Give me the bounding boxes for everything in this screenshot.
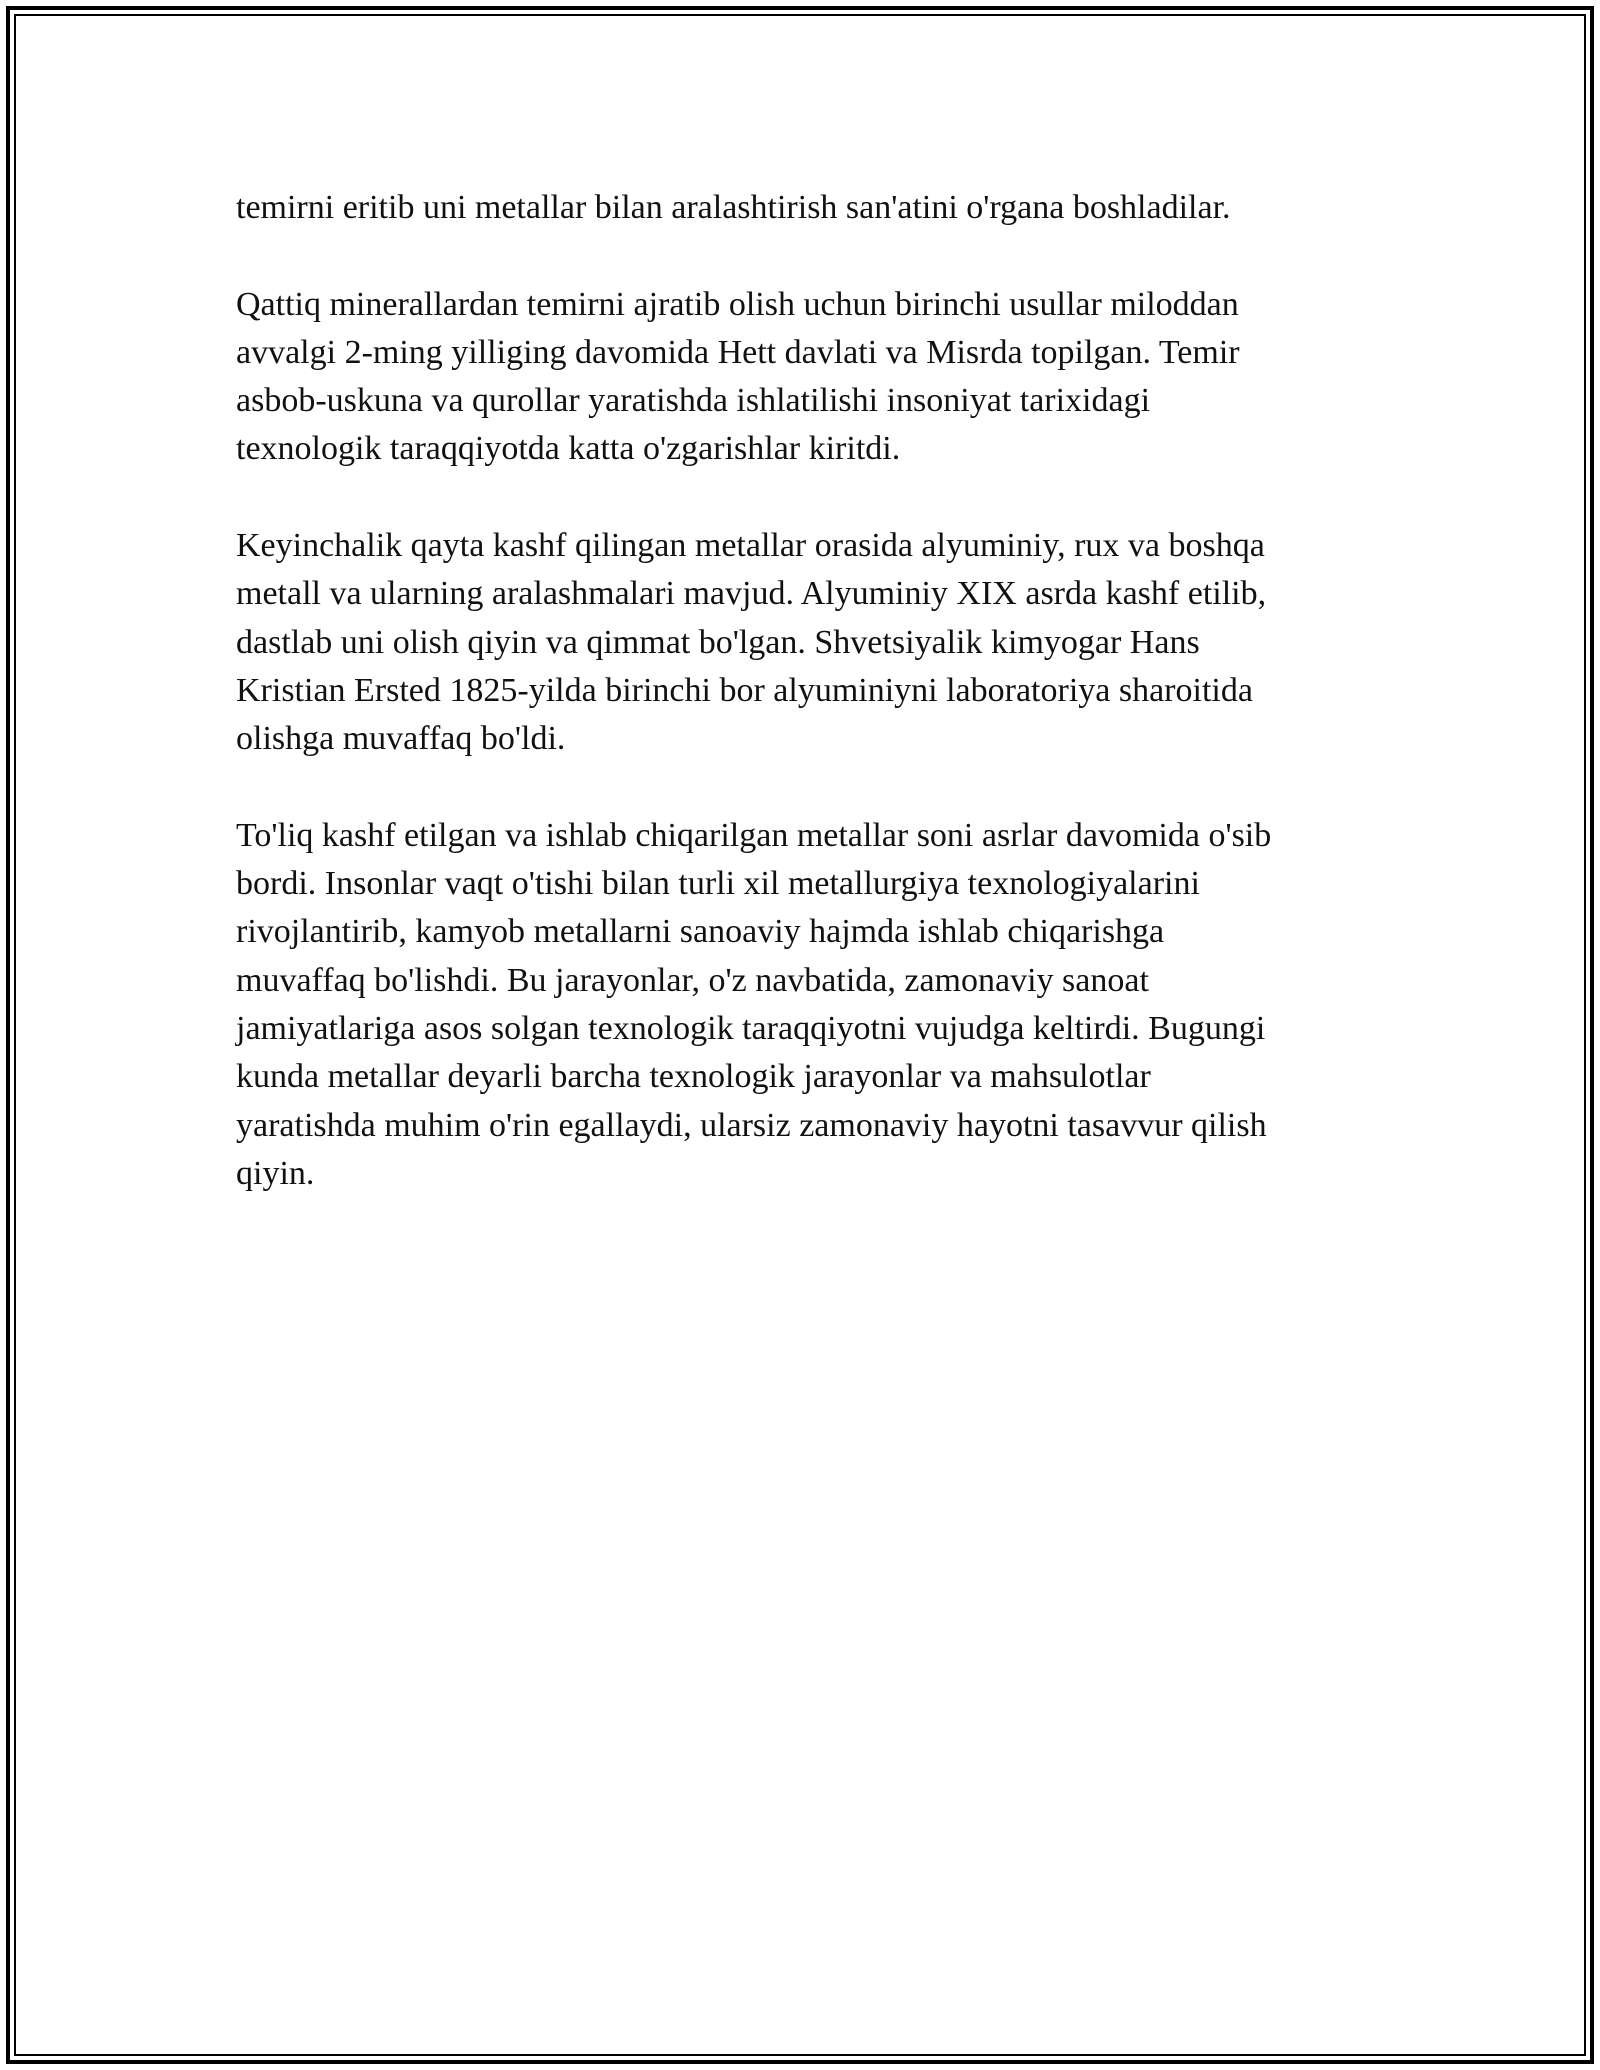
paragraph-1: temirni eritib uni metallar bilan aralashtirish san'atini o'rgana boshladilar. [236, 189, 1231, 226]
document-body [236, 184, 1366, 1247]
paragraph-3: Keyinchalik qayta kashf qilingan metallar orasida alyuminiy, rux va boshqa metall va ularning aralashmalari mavjud. Alyuminiy XIX asrda kashf etilib, dastlab uni olish qiyin va qimmat bo'lgan. Shvetsiyalik kimyogar Hans Kristian Ersted 1825-yilda birinchi bor alyuminiyni laboratoriya sharoitida olishga muvaffaq bo'ldi. [236, 527, 1267, 758]
paragraph-4: To'liq kashf etilgan va ishlab chiqarilgan metallar soni asrlar davomida o'sib bordi. Insonlar vaqt o'tishi bilan turli xil metallurgiya texnologiyalarini rivojlantirib, kamyob metallarni sanoaviy hajmda ishlab chiqarishga muvaffaq bo'lishdi. Bu jarayonlar, o'z navbatida, zamonaviy sanoat jamiyatlariga asos solgan texnologik taraqqiyotni vujudga keltirdi. Bugungi kunda metallar deyarli barcha texnologik jarayonlar va mahsulotlar yaratishda muhim o'rin egallaydi, ularsiz zamonaviy hayotni tasavvur qilish qiyin. [236, 816, 1272, 1192]
paragraph-2: Qattiq minerallardan temirni ajratib olish uchun birinchi usullar miloddan avvalgi 2-ming yilliging davomida Hett davlati va Misrda topilgan. Temir asbob-uskuna va qurollar yaratishda ishlatilishi insoniyat tarixidagi texnologik taraqqiyotda katta o'zgarishlar kiritdi. [236, 285, 1240, 468]
